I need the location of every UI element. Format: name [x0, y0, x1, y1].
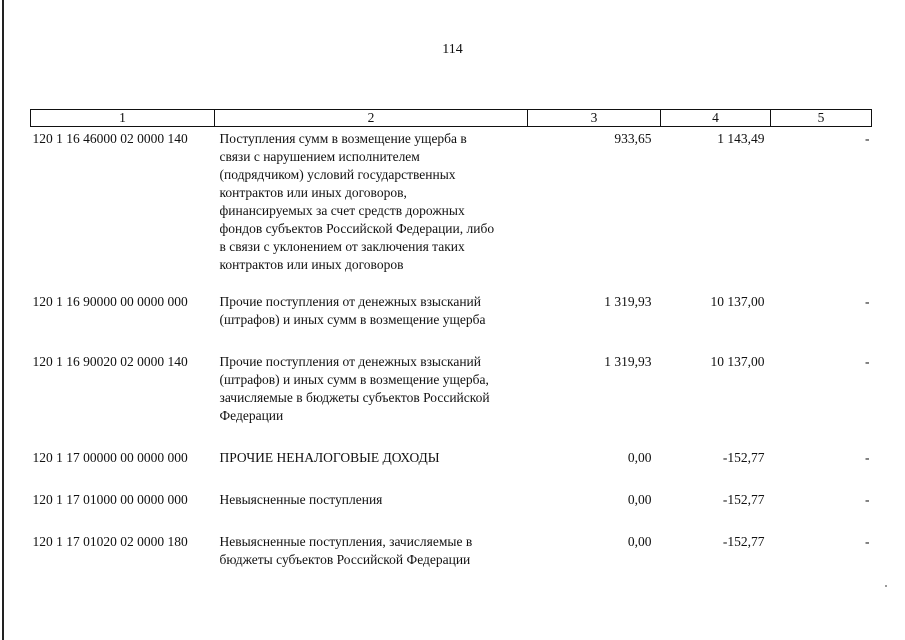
column-header-5: 5: [771, 110, 872, 127]
revenue-name-line: Поступления сумм в возмещение ущерба в: [219, 131, 467, 146]
revenue-name-line: контрактов или иных договоров,: [219, 185, 407, 200]
budget-code-cell: 120 1 16 46000 02 0000 140: [32, 131, 188, 146]
scan-artifact: [885, 585, 887, 587]
value-col4-cell: -152,77: [722, 534, 765, 549]
revenue-name-cell: [215, 489, 528, 531]
revenue-name-line: бюджеты субъектов Российской Федерации: [219, 552, 471, 567]
table-row: [31, 127, 872, 293]
revenue-name-line: в связи с уклонением от заключения таких: [219, 239, 465, 254]
value-col4-cell: -152,77: [722, 492, 765, 507]
revenue-name-line: Федерации: [219, 408, 284, 423]
value-col5-cell: -: [865, 354, 870, 369]
revenue-name-line: Невыясненные поступления, зачисляемые в: [219, 534, 473, 549]
value-col3-cell: 0,00: [627, 450, 652, 465]
value-col3-cell: 1 319,93: [604, 354, 652, 369]
value-col4-cell: 10 137,00: [710, 354, 765, 369]
column-header-1: 1: [31, 110, 215, 127]
value-col5-cell: -: [865, 294, 870, 309]
page-number: 114: [442, 42, 463, 57]
revenue-name-line: Прочие поступления от денежных взысканий: [219, 354, 482, 369]
column-header-4: 4: [661, 110, 771, 127]
revenue-table: [30, 109, 872, 569]
revenue-name-line: фондов субъектов Российской Федерации, либо: [219, 221, 495, 236]
revenue-name-line: Прочие поступления от денежных взысканий: [219, 294, 482, 309]
revenue-name-line: (штрафов) и иных сумм в возмещение ущерба,: [219, 372, 489, 387]
revenue-name-cell: [215, 292, 528, 351]
table-row: [31, 447, 872, 489]
revenue-name-cell: [215, 531, 528, 569]
revenue-name-line: Невыясненные поступления: [219, 492, 383, 507]
value-col4-cell: 10 137,00: [710, 294, 765, 309]
table-body: [31, 127, 872, 570]
revenue-name-line: связи с нарушением исполнителем: [219, 149, 420, 164]
table-row: [31, 489, 872, 531]
table-row: [31, 531, 872, 569]
revenue-name-cell: [215, 351, 528, 447]
revenue-name-line: финансируемых за счет средств дорожных: [219, 203, 465, 218]
revenue-name-line: контрактов или иных договоров: [219, 257, 404, 272]
budget-code-cell: 120 1 16 90020 02 0000 140: [32, 354, 188, 369]
value-col3-cell: 0,00: [627, 534, 652, 549]
table-header-row: [31, 110, 872, 127]
revenue-name-line: ПРОЧИЕ НЕНАЛОГОВЫЕ ДОХОДЫ: [219, 450, 440, 465]
value-col3-cell: 0,00: [627, 492, 652, 507]
value-col4-cell: -152,77: [722, 450, 765, 465]
budget-code-cell: 120 1 17 01000 00 0000 000: [32, 492, 188, 507]
value-col5-cell: -: [865, 534, 870, 549]
revenue-name-line: (подрядчиком) условий государственных: [219, 167, 456, 182]
column-header-3: 3: [528, 110, 661, 127]
value-col3-cell: 933,65: [614, 131, 652, 146]
revenue-name-line: зачисляемые в бюджеты субъектов Российской: [219, 390, 490, 405]
value-col5-cell: -: [865, 131, 870, 146]
revenue-name-cell: [215, 127, 528, 293]
revenue-name-line: (штрафов) и иных сумм в возмещение ущерба: [219, 312, 486, 327]
budget-code-cell: 120 1 16 90000 00 0000 000: [32, 294, 188, 309]
column-header-2: 2: [215, 110, 528, 127]
page-left-border: [2, 0, 4, 640]
budget-code-cell: 120 1 17 00000 00 0000 000: [32, 450, 188, 465]
value-col4-cell: 1 143,49: [717, 131, 765, 146]
value-col5-cell: -: [865, 450, 870, 465]
revenue-name-cell: [215, 447, 528, 489]
value-col3-cell: 1 319,93: [604, 294, 652, 309]
budget-code-cell: 120 1 17 01020 02 0000 180: [32, 534, 188, 549]
value-col5-cell: -: [865, 492, 870, 507]
table-row: [31, 292, 872, 351]
table-row: [31, 351, 872, 447]
